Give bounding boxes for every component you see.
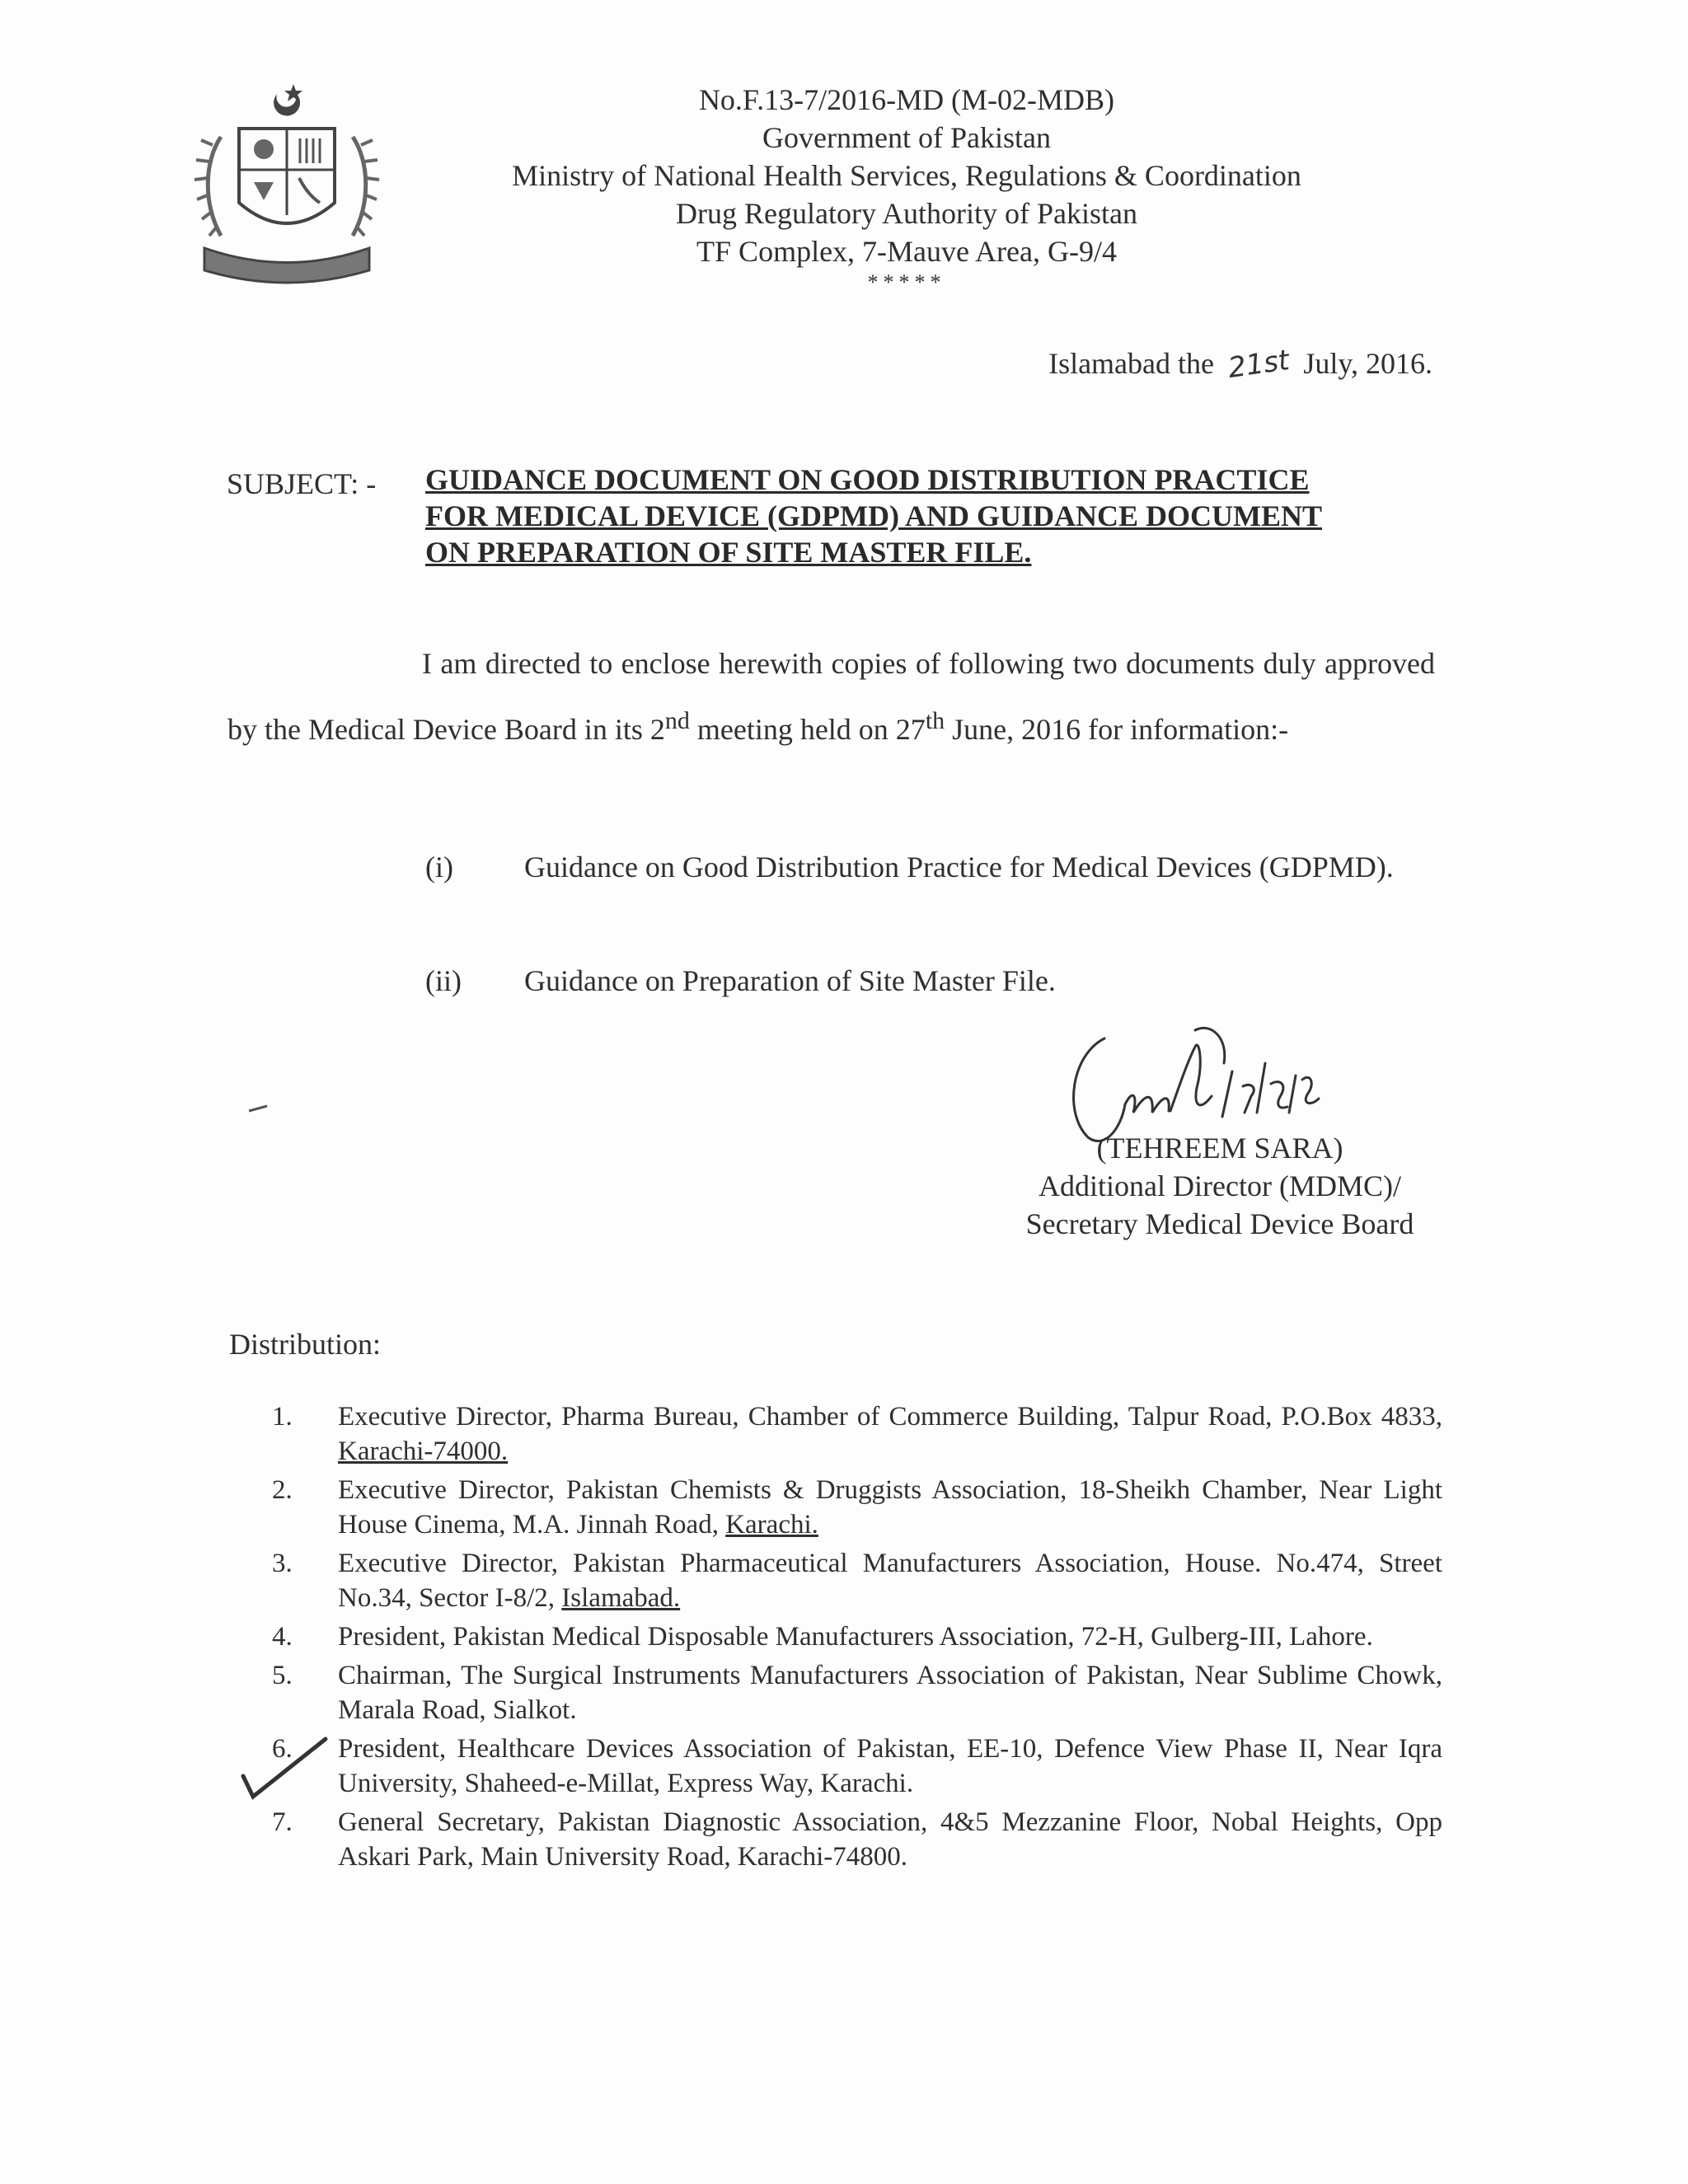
- list-item: [272, 1546, 1442, 1615]
- subject-line-2: FOR MEDICAL DEVICE (GDPMD) AND GUIDANCE DOCUMENT: [425, 499, 1322, 532]
- enclosure-number: (ii): [425, 964, 462, 997]
- body-part-3: June, 2016 for information:-: [945, 713, 1289, 746]
- body-paragraph: [227, 635, 1435, 758]
- list-item: [272, 1658, 1442, 1727]
- list-item-number: 7.: [272, 1807, 293, 1837]
- list-item: [272, 1399, 1442, 1469]
- subject-label: SUBJECT: -: [227, 467, 377, 500]
- signatory-title-1: Additional Director (MDMC)/: [1039, 1169, 1401, 1202]
- body-part-1: I am directed to enclose herewith copies of following two documents duly approved by the Medical Device Board in its 2: [227, 647, 1435, 746]
- list-item: [272, 1732, 1442, 1801]
- ministry-name: Ministry of National Health Services, Regulations & Coordination: [512, 159, 1301, 192]
- authority-address: TF Complex, 7-Mauve Area, G-9/4: [696, 235, 1117, 268]
- margin-mark: [247, 1104, 269, 1113]
- dateline-suffix: July, 2016.: [1303, 347, 1432, 380]
- list-item-text: [338, 1399, 1442, 1469]
- list-item-city: Islamabad.: [561, 1583, 681, 1613]
- separator-stars: *****: [867, 270, 946, 294]
- authority-name: Drug Regulatory Authority of Pakistan: [676, 197, 1137, 230]
- list-item-address: Executive Director, Pakistan Chemists & Druggists Association, 18-Sheikh Chamber, Near Light House Cinema, M.A. Jinnah Road,: [338, 1475, 1442, 1540]
- list-item-text: President, Healthcare Devices Association of Pakistan, EE-10, Defence View Phase II, Near Iqra University, Shaheed-e-Millat, Express Way, Karachi.: [338, 1734, 1442, 1798]
- list-item-text: Chairman, The Surgical Instruments Manufacturers Association of Pakistan, Near Sublime Chowk, Marala Road, Sialkot.: [338, 1661, 1442, 1725]
- list-item-number: 2.: [272, 1475, 293, 1505]
- body-part-2: meeting held on 27: [689, 713, 926, 746]
- subject-line-3: ON PREPARATION OF SITE MASTER FILE.: [425, 536, 1032, 569]
- list-item-number: 6.: [272, 1734, 293, 1764]
- enclosure-text: Guidance on Good Distribution Practice for Medical Devices (GDPMD).: [524, 851, 1394, 883]
- enclosure-text: Guidance on Preparation of Site Master File.: [524, 964, 1056, 997]
- list-item-text: General Secretary, Pakistan Diagnostic Association, 4&5 Mezzanine Floor, Nobal Heights, Opp Askari Park, Main University Road, Karachi-74800.: [338, 1807, 1442, 1872]
- list-item: [272, 1473, 1442, 1542]
- enclosure-number: (i): [425, 851, 453, 883]
- list-item-text: [338, 1546, 1442, 1615]
- signature-block: [989, 1129, 1451, 1243]
- government-name: Government of Pakistan: [762, 121, 1051, 154]
- handwritten-tick-icon: [235, 1731, 334, 1805]
- list-item: [272, 1619, 1442, 1654]
- dateline-prefix: Islamabad the: [1048, 347, 1214, 380]
- subject-line-1: GUIDANCE DOCUMENT ON GOOD DISTRIBUTION PRACTICE: [425, 463, 1310, 496]
- list-item: [272, 1805, 1442, 1874]
- body-superscript-2: th: [925, 707, 945, 734]
- list-item-number: 3.: [272, 1549, 293, 1578]
- state-emblem-icon: [188, 79, 386, 295]
- body-superscript-1: nd: [664, 707, 690, 734]
- subject-heading: [425, 462, 1435, 570]
- letterhead: [363, 81, 1451, 295]
- list-item-number: 5.: [272, 1661, 293, 1690]
- list-item-text: President, Pakistan Medical Disposable Manufacturers Association, 72-H, Gulberg-III, Lahore.: [338, 1622, 1373, 1652]
- signatory-title-2: Secretary Medical Device Board: [1025, 1207, 1414, 1240]
- list-item-number: 4.: [272, 1622, 293, 1652]
- signatory-name: (TEHREEM SARA): [1096, 1132, 1343, 1165]
- list-item-address: Executive Director, Pakistan Pharmaceutical Manufacturers Association, House. No.474, Street No.34, Sector I-8/2,: [338, 1549, 1442, 1613]
- distribution-title: Distribution:: [229, 1328, 382, 1361]
- handwritten-day: 21st: [1226, 344, 1292, 385]
- list-item-address: Executive Director, Pharma Bureau, Chamber of Commerce Building, Talpur Road, P.O.Box 4833,: [338, 1402, 1442, 1432]
- list-item-number: 1.: [272, 1402, 293, 1432]
- list-item-city: Karachi-74000.: [338, 1436, 509, 1466]
- list-item-text: [338, 1473, 1442, 1542]
- dateline: [1048, 344, 1432, 385]
- list-item-city: Karachi.: [725, 1510, 818, 1540]
- distribution-list: [272, 1399, 1442, 1878]
- reference-number: No.F.13-7/2016-MD (M-02-MDB): [698, 83, 1115, 116]
